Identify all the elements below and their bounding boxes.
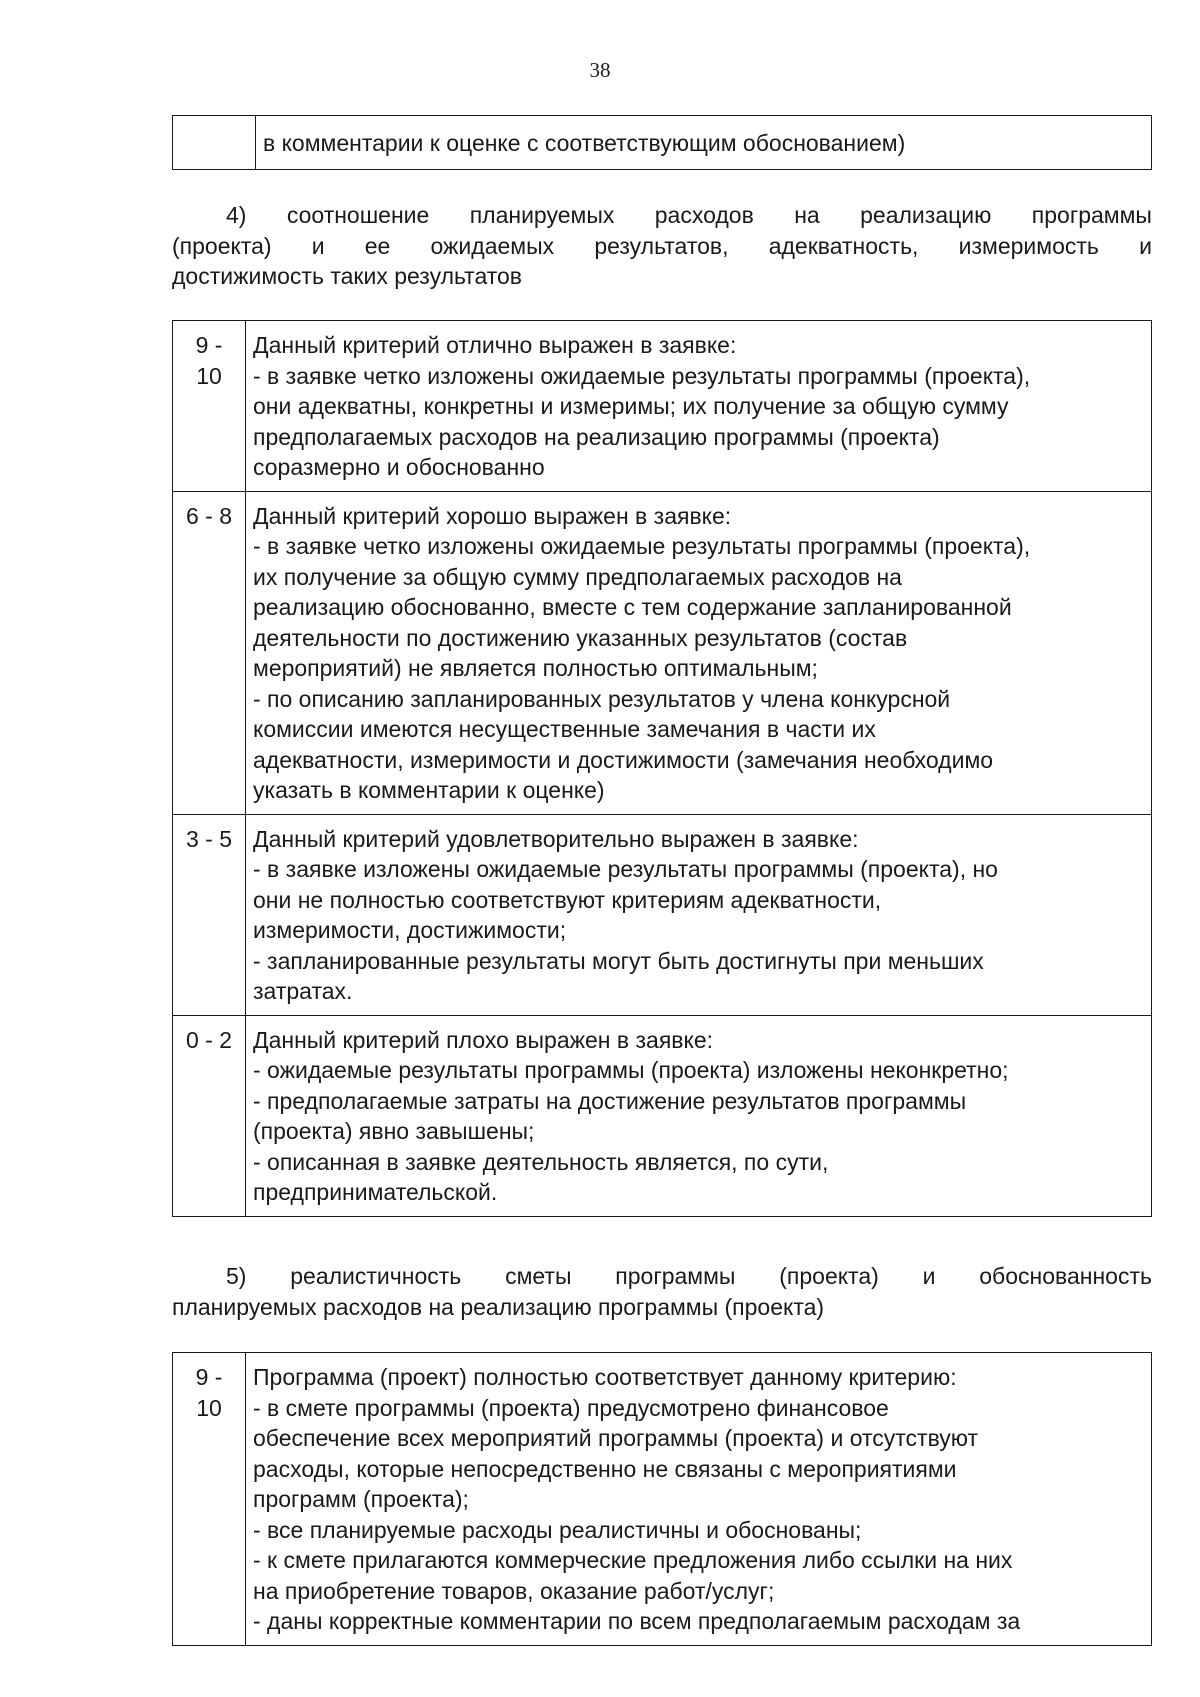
heading-word: обоснованность (979, 1263, 1152, 1289)
criterion-5-table (172, 1352, 1152, 1646)
heading-word: на (794, 202, 820, 228)
heading-word: программы (615, 1263, 736, 1289)
score-cell (173, 321, 246, 492)
heading-line: планируемых расходов на реализацию программы (проекта) (172, 1293, 825, 1320)
description-cell (246, 321, 1152, 492)
heading-word: ожидаемых (430, 232, 555, 259)
description-line: они не полностью соответствуют критериям адекватности, (253, 886, 882, 913)
continuation-table (172, 115, 1152, 170)
score-cell (173, 814, 246, 1015)
description-line: Данный критерий хорошо выражен в заявке: (253, 502, 732, 529)
description-line: они адекватны, конкретны и измеримы; их получение за общую сумму (253, 393, 1009, 419)
description-line: деятельности по достижению указанных результатов (состав (253, 624, 908, 651)
heading-word: измеримость (958, 232, 1099, 259)
description-line: Программа (проект) полностью соответствует данному критерию: (253, 1364, 957, 1390)
description-line: - даны корректные комментарии по всем предполагаемым расходам за (253, 1608, 1021, 1634)
description-line: измеримости, достижимости; (253, 917, 567, 943)
heading-word: и (311, 232, 325, 259)
score-value: 0 - 2 (185, 1026, 233, 1053)
description-line: затратах. (253, 978, 353, 1004)
description-line: - по описанию запланированных результатов у члена конкурсной (253, 685, 951, 712)
description-line: на приобретение товаров, оказание работ/услуг; (253, 1577, 775, 1604)
description-line: предпринимательской. (253, 1179, 498, 1205)
table-row (173, 491, 1152, 814)
score-value: 10 (196, 362, 222, 389)
score-value: 9 - (195, 332, 223, 358)
description-line: - ожидаемые результаты программы (проекта) изложены неконкретно; (253, 1057, 1009, 1083)
table-row (173, 116, 1152, 170)
heading-word: расходов (654, 202, 754, 228)
description-line: - в смете программы (проекта) предусмотрено финансовое (253, 1394, 889, 1421)
table-row (173, 1015, 1152, 1216)
heading-word: реалистичность (290, 1263, 462, 1289)
heading-line (172, 200, 1152, 231)
description-line: обеспечение всех мероприятий программы (проекта) и отсутствуют (253, 1425, 979, 1451)
score-cell (173, 1015, 246, 1216)
heading-word: соотношение (286, 202, 430, 228)
heading-word: планируемых (469, 202, 615, 228)
description-line: - в заявке четко изложены ожидаемые результаты программы (проекта), (253, 533, 1031, 559)
score-cell (173, 491, 246, 814)
heading-word: (проекта) (172, 232, 272, 259)
description-cell (246, 814, 1152, 1015)
heading-word: и (1139, 232, 1152, 259)
score-value: 3 - 5 (185, 825, 233, 852)
description-cell (256, 116, 1152, 170)
description-line: адекватности, измеримости и достижимости (замечания необходимо (253, 746, 994, 773)
description-line: предполагаемых расходов на реализацию программы (проекта) (253, 423, 940, 450)
description-line: расходы, которые непосредственно не связаны с мероприятиями (253, 1455, 957, 1482)
page-number: 38 (589, 58, 611, 82)
table-row (173, 1353, 1152, 1646)
description-line: мероприятий) не является полностью оптимальным; (253, 655, 818, 681)
description-line: - к смете прилагаются коммерческие предложения либо ссылки на них (253, 1547, 1013, 1573)
heading-word: сметы (505, 1263, 572, 1289)
description-line: их получение за общую сумму предполагаемых расходов на (253, 563, 902, 590)
score-value: 10 (196, 1394, 222, 1421)
description-line: комиссии имеются несущественные замечания в части их (253, 716, 876, 742)
heading-word: (проекта) (779, 1263, 879, 1289)
heading-line (172, 1261, 1152, 1292)
description-cell (246, 1015, 1152, 1216)
description-line: - все планируемые расходы реалистичны и обоснованы; (253, 1516, 862, 1543)
description-line: в комментарии к оценке с соответствующим обоснованием) (263, 130, 906, 156)
criterion-4-table (172, 320, 1152, 1217)
criterion-5-heading (172, 1261, 1152, 1322)
description-line: указать в комментарии к оценке) (253, 777, 605, 803)
description-cell (246, 1353, 1152, 1646)
table-row (173, 814, 1152, 1015)
heading-word: ее (364, 232, 391, 259)
description-line: Данный критерий отлично выражен в заявке: (253, 332, 737, 358)
heading-word: результатов, (594, 232, 729, 259)
heading-word: 4) (226, 202, 247, 228)
heading-line: достижимость таких результатов (172, 263, 523, 289)
heading-word: программы (1031, 202, 1152, 228)
description-line: (проекта) явно завышены; (253, 1118, 535, 1144)
description-line: программ (проекта); (253, 1486, 469, 1512)
description-line: Данный критерий плохо выражен в заявке: (253, 1026, 713, 1053)
heading-word: и (922, 1263, 936, 1289)
description-line: - в заявке изложены ожидаемые результаты программы (проекта), но (253, 856, 998, 882)
score-value: 9 - (195, 1364, 223, 1390)
description-cell (246, 491, 1152, 814)
description-line: - описанная в заявке деятельность является, по сути, (253, 1148, 829, 1175)
description-line: - предполагаемые затраты на достижение результатов программы (253, 1087, 967, 1114)
score-cell (173, 1353, 246, 1646)
score-value: 6 - 8 (185, 502, 233, 529)
heading-line (172, 231, 1152, 262)
description-line: реализацию обоснованно, вместе с тем содержание запланированной (253, 594, 1012, 620)
description-line: - запланированные результаты могут быть достигнуты при меньших (253, 947, 984, 974)
description-line: - в заявке четко изложены ожидаемые результаты программы (проекта), (253, 362, 1031, 389)
heading-word: 5) (226, 1263, 247, 1289)
description-line: соразмерно и обоснованно (253, 454, 545, 480)
heading-word: реализацию (860, 202, 992, 228)
description-line: Данный критерий удовлетворительно выражен в заявке: (253, 825, 859, 852)
table-row (173, 321, 1152, 492)
criterion-4-heading (172, 200, 1152, 292)
score-cell (173, 116, 256, 170)
heading-word: адекватность, (768, 232, 919, 259)
